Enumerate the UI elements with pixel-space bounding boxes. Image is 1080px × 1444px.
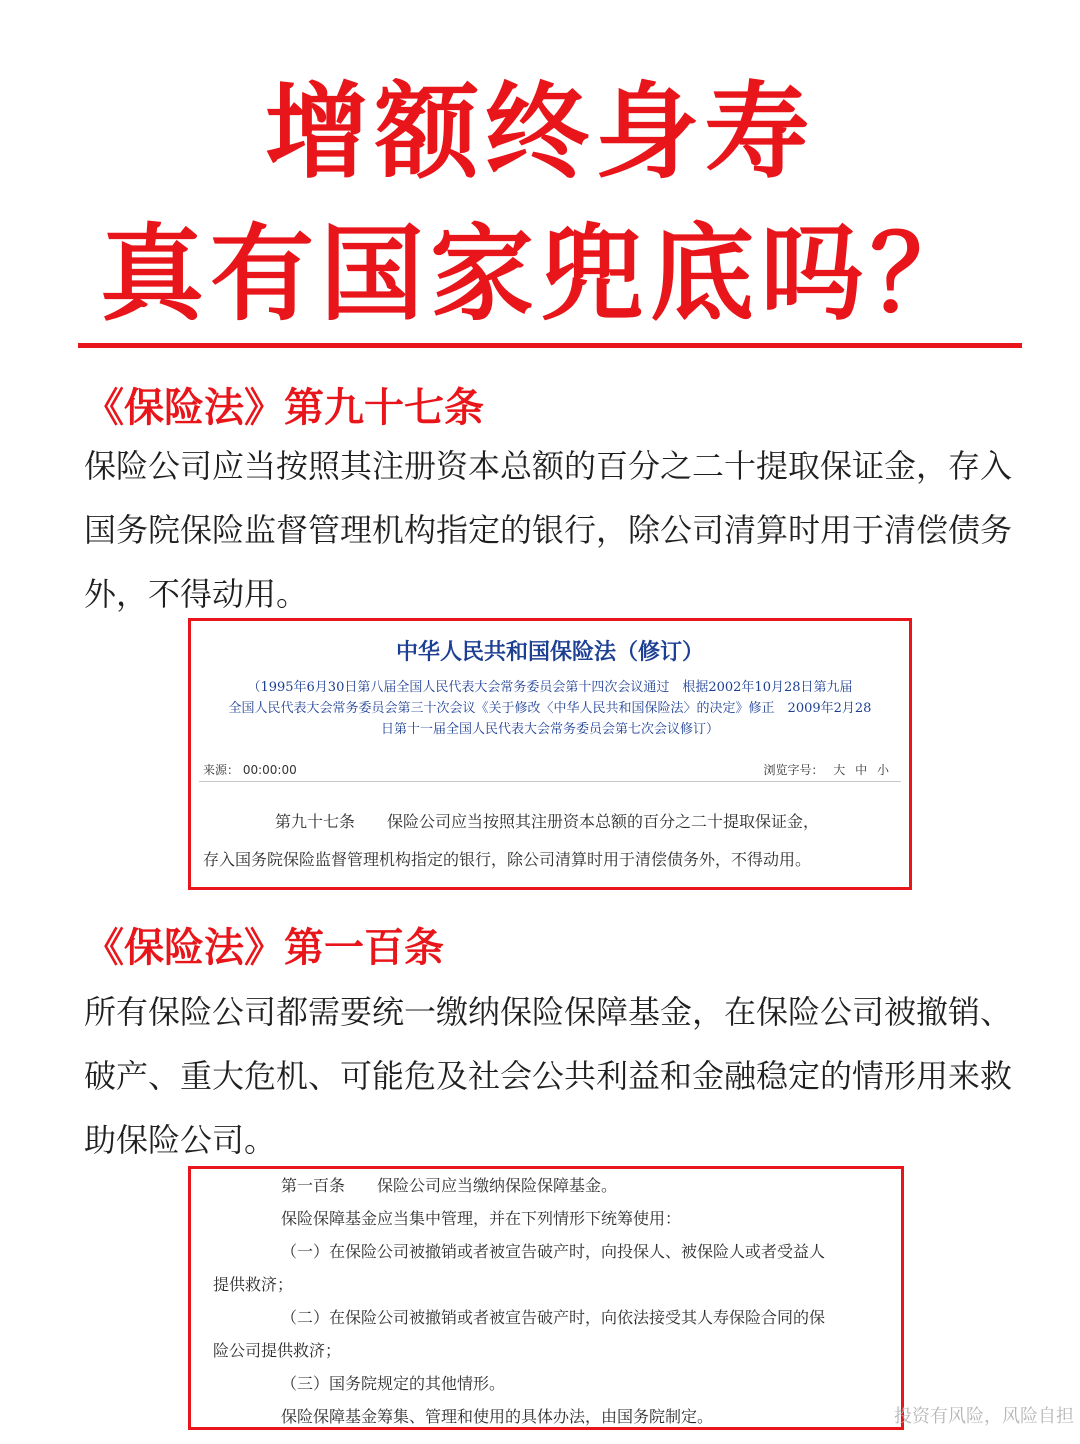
law-document-body-line: 险公司提供救济； xyxy=(213,1341,342,1360)
law-document-body-line: （二）在保险公司被撤销或者被宣告破产时，向依法接受其人寿保险合同的保 xyxy=(281,1308,826,1327)
section-heading-article-100: 《保险法》第一百条 xyxy=(84,925,444,971)
font-size-small-link[interactable]: 小 xyxy=(876,763,889,777)
law-document-body-line: 第九十七条 保险公司应当按照其注册资本总额的百分之二十提取保证金， xyxy=(275,812,820,831)
law-document-screenshot-100 xyxy=(188,1166,904,1430)
section-heading-article-97: 《保险法》第九十七条 xyxy=(84,385,484,431)
law-document-subtitle-line: 全国人民代表大会常务委员会第三十次会议《关于修改〈中华人民共和国保险法〉的决定》修正 2009年2月28 xyxy=(228,701,872,716)
font-size-large-link[interactable]: 大 xyxy=(833,763,846,777)
main-title-line-1: 增额终身寿 xyxy=(264,71,815,193)
main-title-line-2: 真有国家兜底吗？ xyxy=(99,213,980,335)
law-document-subtitle-line: （1995年6月30日第八届全国人民代表大会常务委员会第十四次会议通过 根据2002年10月28日第九届 xyxy=(247,680,853,695)
font-size-selector xyxy=(763,761,889,778)
law-document-divider xyxy=(199,781,901,782)
law-document-screenshot-97 xyxy=(188,618,912,890)
law-document-body-line: 第一百条 保险公司应当缴纳保险保障基金。 xyxy=(281,1176,618,1195)
font-size-label: 浏览字号： xyxy=(763,763,824,777)
section-paragraph-article-97: 保险公司应当按照其注册资本总额的百分之二十提取保证金，存入国务院保险监督管理机构指定的银行，除公司清算时用于清偿债务外，不得动用。 xyxy=(84,447,1013,613)
law-document-title: 中华人民共和国保险法（修订） xyxy=(395,639,704,665)
law-document-source: 来源： 00:00:00 xyxy=(203,763,297,777)
title-divider xyxy=(78,343,1022,348)
law-document-body-line: 提供救济； xyxy=(213,1275,294,1294)
risk-disclaimer-watermark: 投资有风险，风险自担 xyxy=(894,1406,1074,1427)
law-document-body-line: 存入国务院保险监督管理机构指定的银行，除公司清算时用于清偿债务外，不得动用。 xyxy=(203,850,812,869)
law-document-body-line: 保险保障基金筹集、管理和使用的具体办法，由国务院制定。 xyxy=(281,1407,714,1426)
font-size-medium-link[interactable]: 中 xyxy=(855,763,868,777)
section-paragraph-article-100: 所有保险公司都需要统一缴纳保险保障基金，在保险公司被撤销、破产、重大危机、可能危及社会公共利益和金融稳定的情形用来救助保险公司。 xyxy=(84,993,1013,1159)
law-document-subtitle-line: 日第十一届全国人民代表大会常务委员会第七次会议修订） xyxy=(380,722,719,737)
law-document-body-line: （三）国务院规定的其他情形。 xyxy=(281,1374,506,1393)
law-document-body-line: （一）在保险公司被撤销或者被宣告破产时，向投保人、被保险人或者受益人 xyxy=(281,1242,826,1261)
law-document-body-line: 保险保障基金应当集中管理，并在下列情形下统筹使用： xyxy=(281,1209,682,1228)
